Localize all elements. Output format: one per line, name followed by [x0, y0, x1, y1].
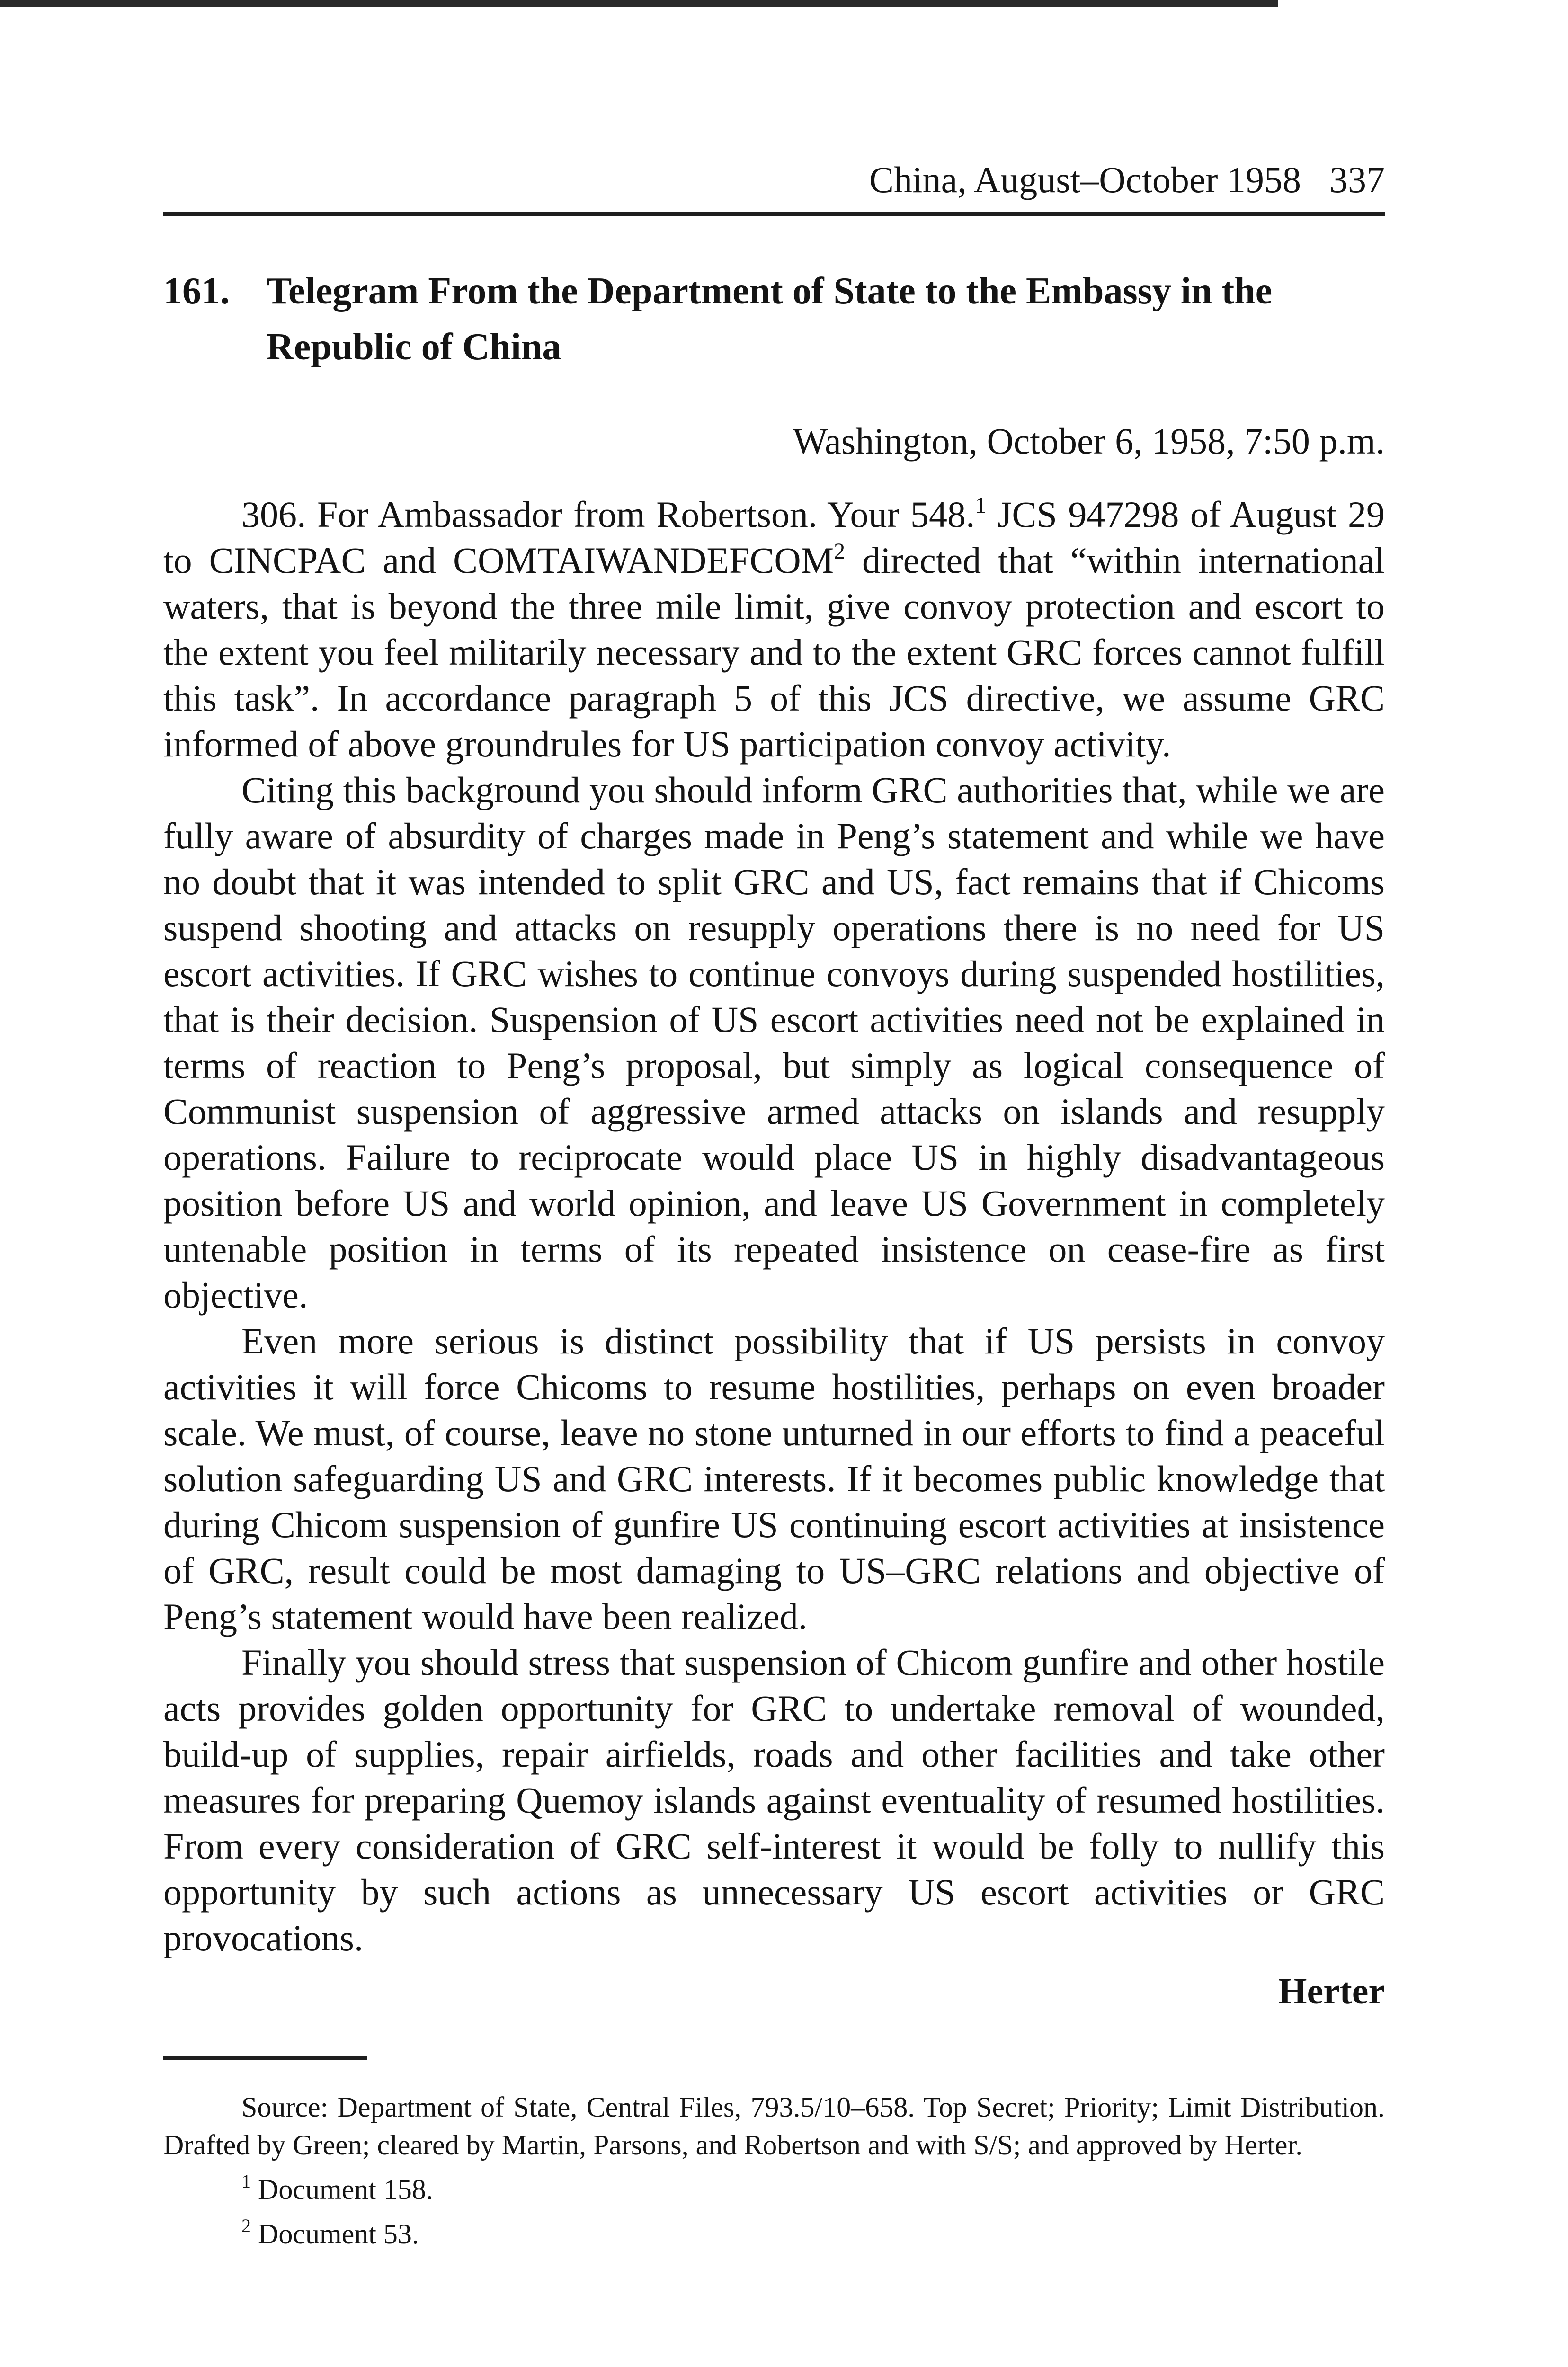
document-number: 161. [163, 270, 230, 312]
footnote-ref-1: 1 [975, 493, 987, 518]
running-header [163, 156, 1385, 216]
dateline: Washington, October 6, 1958, 7:50 p.m. [793, 420, 1385, 462]
scan-top-edge [0, 0, 1278, 7]
signature: Herter [1278, 1970, 1385, 2011]
document-page [163, 156, 1385, 2253]
footnote-2: $^2$ Document 53. [241, 2215, 419, 2250]
footnote-divider [163, 2056, 367, 2060]
paragraph-3: Even more serious is distinct possibility that if US persists in convoy activities it will force Chicoms to resume hostilities, perhaps on even broader scale. We must, of course, leave no stone unturned in our efforts to find a peaceful solution safeguarding US and GRC interests. If it becomes public knowledge that during Chicom suspension of gunfire US continuing escort activities at insistence of GRC, result could be most damaging to US–GRC relations and objective of Peng’s statement would have been realized. [163, 1320, 1385, 1637]
page-number: 337 [1329, 159, 1385, 200]
paragraph-4: Finally you should stress that suspension of Chicom gunfire and other hostile acts provides golden opportunity for GRC to undertake removal of wounded, build-up of supplies, repair airfields, roads and other facilities and take other measures for preparing Quemoy islands against eventuality of resumed hostilities. From every consideration of GRC self-interest it would be folly to nullify this opportunity by such actions as unnecessary US escort activities or GRC provocations. [163, 1642, 1385, 1958]
footnotes [163, 2088, 1385, 2253]
footnote-ref-2: 2 [834, 539, 846, 564]
paragraph-2: Citing this background you should inform GRC authorities that, while we are fully aware of absurdity of charges made in Peng’s statement and while we have no doubt that it was intended to split GRC and US, fact remains that if Chicoms suspend shooting and attacks on resupply operations there is no need for US escort activities. If GRC wishes to continue convoys during suspended hostilities, that is their decision. Suspension of US escort activities need not be explained in terms of reaction to Peng’s proposal, but simply as logical consequence of Communist suspension of aggressive armed attacks on islands and resupply operations. Failure to reciprocate would place US in highly disadvantageous position before US and world opinion, and leave US Government in completely untenable position in terms of its repeated insistence on cease-fire as first objective. [163, 769, 1385, 1316]
running-title: China, August–October 1958 [869, 159, 1301, 200]
footnote-1: $^1$ Document 158. [241, 2171, 433, 2205]
telegram-body [163, 491, 1385, 1961]
source-note: Source: Department of State, Central Files, 793.5/10–658. Top Secret; Priority; Limit Distribution. Drafted by Green; cleared by Martin, Parsons, and Robertson and with S/S; and approved by Herter. [163, 2091, 1385, 2161]
paragraph-1: 306. For Ambassador from Robertson. Your 548.$^1$ JCS 947298 of August 29 to CINCPAC and COMTAIWANDEFCOM$^2$ directed that “within international waters, that is beyond the three mile limit, give convoy protection and escort to the extent you feel militarily necessary and to the extent GRC forces cannot fulfill this task”. In accordance paragraph 5 of this JCS directive, we assume GRC informed of above groundrules for US participation convoy activity. [163, 493, 1385, 765]
document-title: Telegram From the Department of State to the Embassy in the Republic of China [267, 270, 1273, 368]
document-heading [163, 263, 1385, 375]
